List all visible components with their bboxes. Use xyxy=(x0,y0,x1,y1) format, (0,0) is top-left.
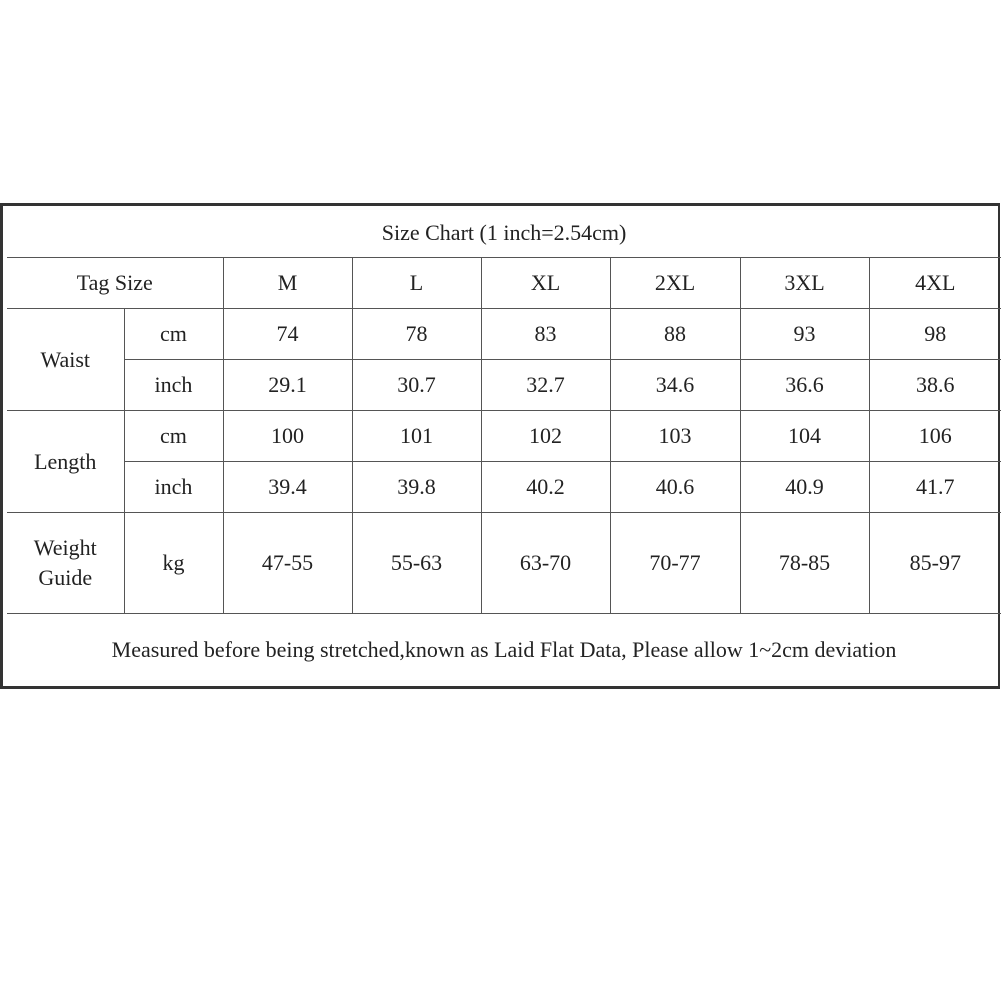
table-row xyxy=(7,411,1001,462)
table-row xyxy=(7,513,1001,614)
weight-guide-label-line: Guide xyxy=(38,565,93,590)
size-chart xyxy=(0,203,1000,689)
table-cell: 88 xyxy=(610,309,740,360)
size-header: 3XL xyxy=(740,258,869,309)
table-cell: 40.2 xyxy=(481,462,610,513)
waist-label: Waist xyxy=(7,309,124,411)
table-cell: 83 xyxy=(481,309,610,360)
table-cell: 32.7 xyxy=(481,360,610,411)
table-cell: 78 xyxy=(352,309,481,360)
table-cell: 74 xyxy=(223,309,352,360)
table-cell: 70-77 xyxy=(610,513,740,614)
table-cell: 40.6 xyxy=(610,462,740,513)
table-cell: 34.6 xyxy=(610,360,740,411)
table-cell: 93 xyxy=(740,309,869,360)
table-cell: 102 xyxy=(481,411,610,462)
unit-label: kg xyxy=(124,513,223,614)
table-cell: 36.6 xyxy=(740,360,869,411)
table-cell: 38.6 xyxy=(869,360,1001,411)
unit-label: cm xyxy=(124,411,223,462)
table-title-row xyxy=(7,209,1001,258)
size-header: L xyxy=(352,258,481,309)
table-cell: 78-85 xyxy=(740,513,869,614)
table-cell: 85-97 xyxy=(869,513,1001,614)
table-cell: 40.9 xyxy=(740,462,869,513)
table-row xyxy=(7,309,1001,360)
table-cell: 100 xyxy=(223,411,352,462)
length-label: Length xyxy=(7,411,124,513)
table-cell: 101 xyxy=(352,411,481,462)
table-cell: 30.7 xyxy=(352,360,481,411)
table-cell: 103 xyxy=(610,411,740,462)
size-header: XL xyxy=(481,258,610,309)
unit-label: cm xyxy=(124,309,223,360)
table-cell: 104 xyxy=(740,411,869,462)
tag-size-header: Tag Size xyxy=(7,258,223,309)
size-header: M xyxy=(223,258,352,309)
table-cell: 39.8 xyxy=(352,462,481,513)
size-header: 4XL xyxy=(869,258,1001,309)
table-cell: 98 xyxy=(869,309,1001,360)
measurement-note: Measured before being stretched,known as Laid Flat Data, Please allow 1~2cm deviation xyxy=(7,614,1001,687)
unit-label: inch xyxy=(124,360,223,411)
table-title: Size Chart (1 inch=2.54cm) xyxy=(7,209,1001,258)
size-table xyxy=(7,209,1001,686)
table-note-row xyxy=(7,614,1001,687)
weight-guide-label xyxy=(7,513,124,614)
table-row xyxy=(7,462,1001,513)
size-header: 2XL xyxy=(610,258,740,309)
table-cell: 106 xyxy=(869,411,1001,462)
table-cell: 39.4 xyxy=(223,462,352,513)
unit-label: inch xyxy=(124,462,223,513)
table-cell: 41.7 xyxy=(869,462,1001,513)
table-cell: 63-70 xyxy=(481,513,610,614)
table-cell: 29.1 xyxy=(223,360,352,411)
table-cell: 55-63 xyxy=(352,513,481,614)
table-cell: 47-55 xyxy=(223,513,352,614)
table-header-row xyxy=(7,258,1001,309)
weight-guide-label-line: Weight xyxy=(33,535,97,561)
table-row xyxy=(7,360,1001,411)
